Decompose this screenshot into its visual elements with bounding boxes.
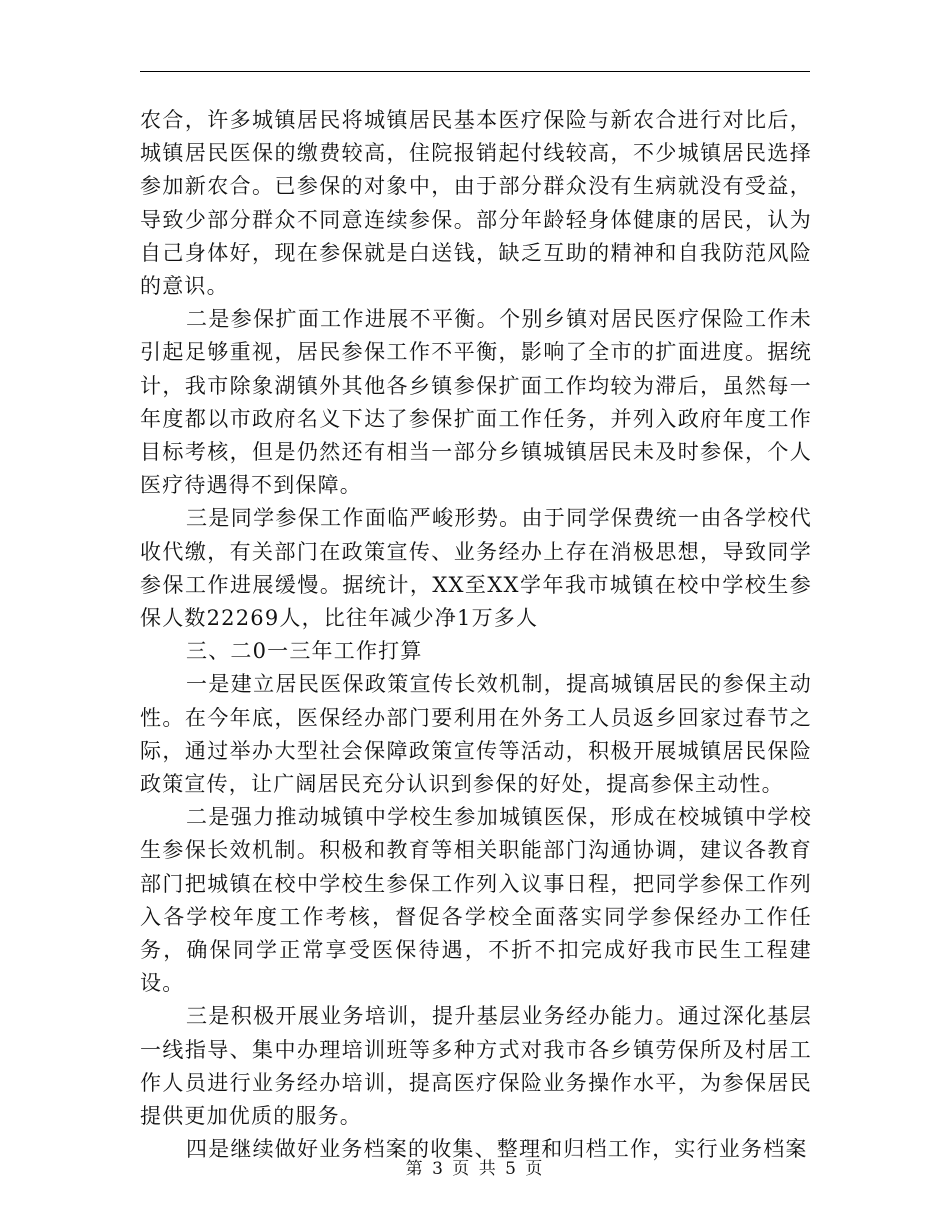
paragraph: 三是同学参保工作面临严峻形势。由于同学保费统一由各学校代收代缴，有关部门在政策宣传、业务经办上存在消极思想，导致同学参保工作进展缓慢。据统计，XX至XX学年我市城镇在校中学校生参保人数22269人，比往年减少净1万多人 [140,506,812,631]
paragraph: 二是参保扩面工作进展不平衡。个别乡镇对居民医疗保险工作未引起足够重视，居民参保工作不平衡，影响了全市的扩面进度。据统计，我市除象湖镇外其他各乡镇参保扩面工作均较为滞后，虽然每一年度都以市政府名义下达了参保扩面工作任务，并列入政府年度工作目标考核，但是仍然还有相当一部分乡镇城镇居民未及时参保，个人医疗待遇得不到保障。 [140,307,812,498]
header-rule [140,71,810,72]
paragraph: 三是积极开展业务培训，提升基层业务经办能力。通过深化基层一线指导、集中办理培训班等多种方式对我市各乡镇劳保所及村居工作人员进行业务经办培训，提高医疗保险业务操作水平，为参保居民提供更加优质的服务。 [140,1004,812,1129]
paragraph: 四是继续做好业务档案的收集、整理和归档工作，实行业务档案 [186,1137,808,1162]
document-body [140,104,812,1167]
paragraph: 二是强力推动城镇中学校生参加城镇医保，形成在校城镇中学校生参保长效机制。积极和教育等相关职能部门沟通协调，建议各教育部门把城镇在校中学校生参保工作列入议事日程，把同学参保工作列入各学校年度工作考核，督促各学校全面落实同学参保经办工作任务，确保同学正常享受医保待遇，不折不扣完成好我市民生工程建设。 [140,805,812,996]
paragraph: 农合，许多城镇居民将城镇居民基本医疗保险与新农合进行对比后，城镇居民医保的缴费较高，住院报销起付线较高，不少城镇居民选择参加新农合。已参保的对象中，由于部分群众没有生病就没有受益，导致少部分群众不同意连续参保。部分年龄轻身体健康的居民，认为自己身体好，现在参保就是白送钱，缺乏互助的精神和自我防范风险的意识。 [140,108,812,299]
page-number: 第 3 页 共 5 页 [405,1159,545,1179]
section-heading: 三、二0一三年工作打算 [186,639,423,664]
paragraph: 一是建立居民医保政策宣传长效机制，提高城镇居民的参保主动性。在今年底，医保经办部门要利用在外务工人员返乡回家过春节之际，通过举办大型社会保障政策宣传等活动，积极开展城镇居民保险政策宣传，让广阔居民充分认识到参保的好处，提高参保主动性。 [140,672,812,797]
